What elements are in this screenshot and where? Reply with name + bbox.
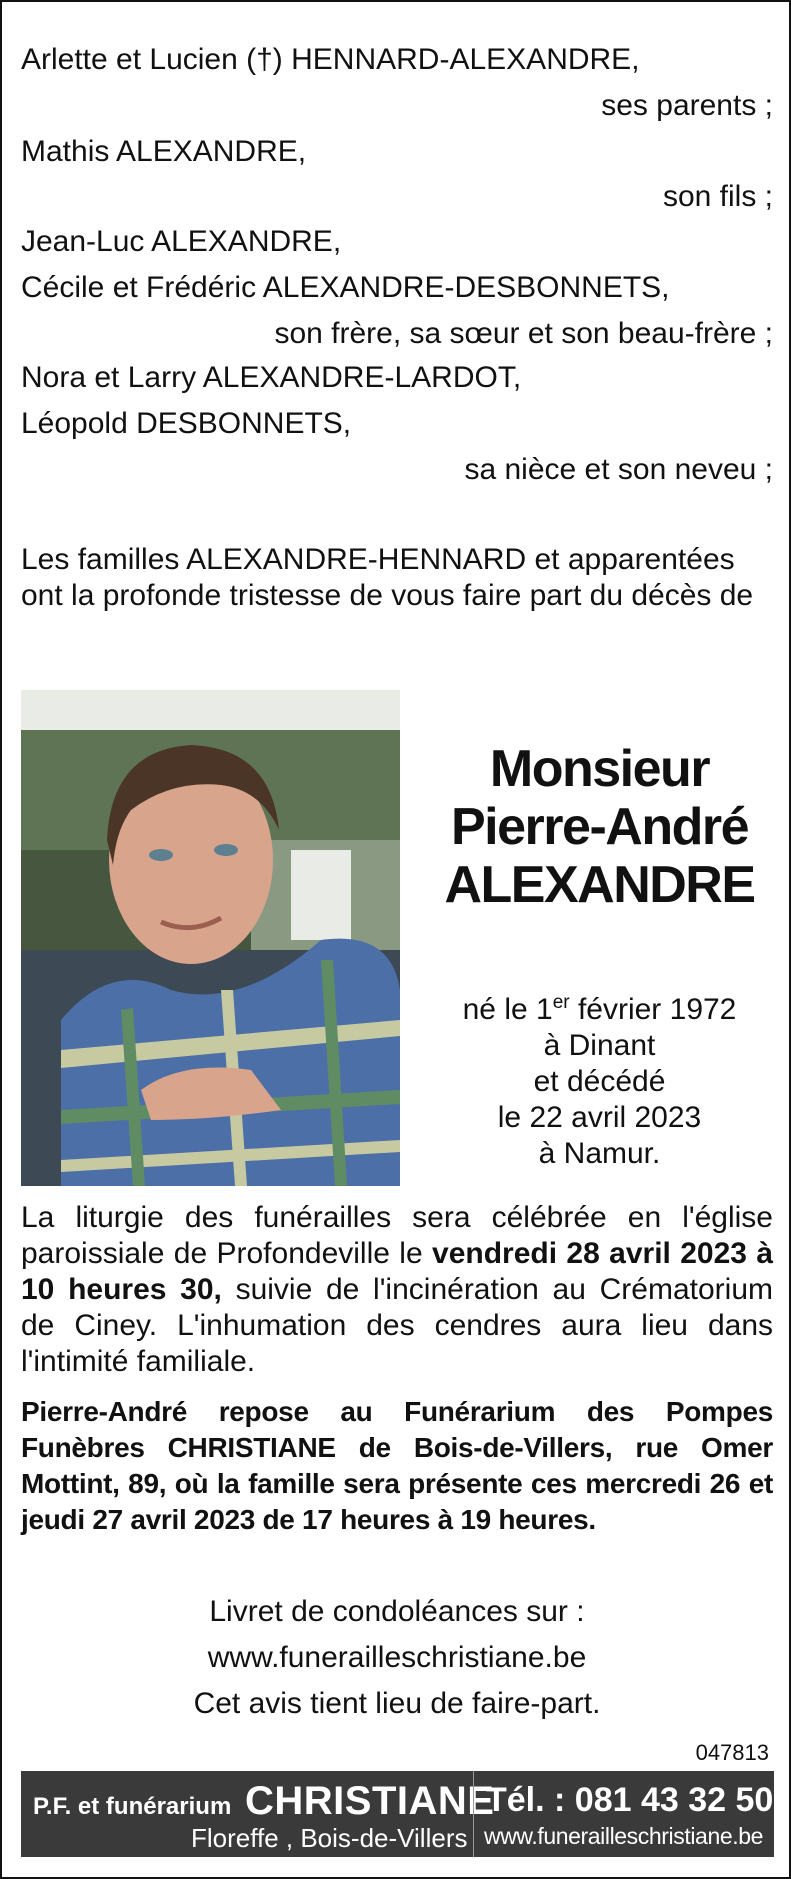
family-line-6: Cécile et Frédéric ALEXANDRE-DESBONNETS, [21, 271, 670, 304]
death-label: et décédé [533, 1065, 666, 1098]
footer-contact-section [473, 1771, 774, 1857]
family-line-9: Léopold DESBONNETS, [21, 407, 352, 440]
condolences-url[interactable]: www.funerailleschristiane.be [207, 1641, 587, 1674]
reference-number: 047813 [695, 1740, 769, 1765]
deceased-dates [422, 992, 777, 1172]
family-line-2: ses parents ; [601, 89, 773, 122]
condolences-line-3: Cet avis tient lieu de faire-part. [193, 1687, 601, 1720]
condolences-line-1: Livret de condoléances sur : [209, 1595, 585, 1628]
family-line-1: Arlette et Lucien (†) HENNARD-ALEXANDRE, [21, 43, 640, 76]
footer-phone[interactable]: Tél. : 081 43 32 50 [486, 1781, 774, 1819]
deceased-last-name: ALEXANDRE [444, 856, 755, 914]
family-line-10: sa nièce et son neveu ; [464, 453, 773, 486]
family-line-7: son frère, sa sœur et son beau-frère ; [274, 317, 773, 350]
family-line-3: Mathis ALEXANDRE, [21, 135, 307, 168]
announcement-text: Les familles ALEXANDRE-HENNARD et apparentées ont la profonde tristesse de vous faire part du décès de [21, 543, 754, 612]
birth-place: à Dinant [543, 1029, 656, 1062]
footer-website[interactable]: www.funerailleschristiane.be [484, 1823, 763, 1849]
family-line-8: Nora et Larry ALEXANDRE-LARDOT, [21, 361, 522, 394]
deceased-first-name: Pierre-André [451, 798, 748, 856]
birth-date: né le 1er février 1972 [462, 992, 737, 1026]
deceased-title: Monsieur [489, 740, 710, 798]
deceased-name-block [422, 740, 777, 914]
funeral-home-footer [21, 1771, 774, 1857]
family-line-5: Jean-Luc ALEXANDRE, [21, 225, 342, 258]
death-date: le 22 avril 2023 [497, 1101, 702, 1134]
portrait-photo [21, 690, 400, 1186]
footer-brand-section [21, 1771, 495, 1857]
footer-locations: Floreffe , Bois-de-Villers [191, 1823, 468, 1853]
footer-pf-label: P.F. et funérarium [33, 1793, 232, 1820]
death-place: à Namur. [538, 1137, 661, 1170]
footer-brand-name: CHRISTIANE [245, 1779, 495, 1823]
liturgy-paragraph: La liturgie des funérailles sera célébrée en l'église paroissiale de Profondeville le vendredi 28 avril 2023 à 10 heures 30, suivie de l'incinération au Crématorium de Ciney. L'inhumation des cendres aura lieu dans l'intimité familiale. [21, 1201, 774, 1378]
family-line-4: son fils ; [662, 180, 773, 213]
visitation-paragraph: Pierre-André repose au Funérarium des Pompes Funèbres CHRISTIANE de Bois-de-Villers, rue Omer Mottint, 89, où la famille sera présente ces mercredi 26 et jeudi 27 avril 2023 de 17 heures à 19 heures. [21, 1396, 773, 1535]
